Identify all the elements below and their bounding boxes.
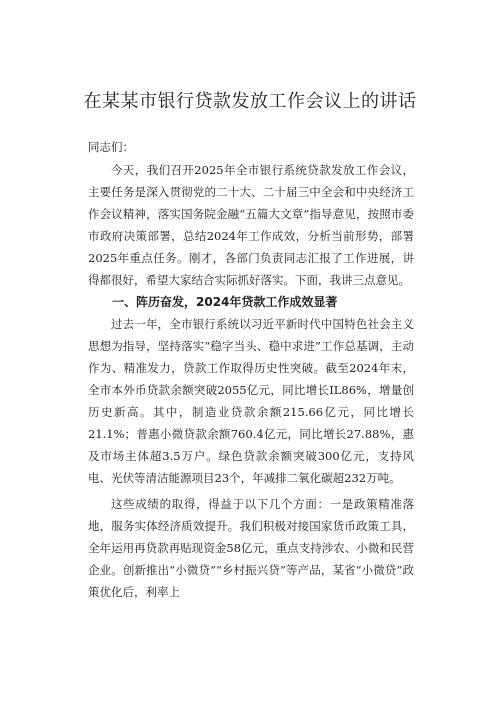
- document-title: 在某某市银行贷款发放工作会议上的讲话: [83, 91, 417, 112]
- document-body: [88, 136, 414, 603]
- intro-paragraph: 今天，我们召开2025年全市银行系统贷款发放工作会议，主要任务是深入贯彻党的二十大、二十届三中全会和中央经济工作会议精神，落实国务院金融“五篇大文章”指导意见，按照市委市政府决策部署，总结2024年工作成效，分析当前形势，部署2025年重点任务。刚才，各部门负责同志汇报了工作进展，讲得都很好，希望大家结合实际抓好落实。下面，我讲三点意见。: [88, 163, 414, 287]
- salutation: 同志们：: [88, 140, 134, 154]
- section-1-paragraph-1: 过去一年，全市银行系统以习近平新时代中国特色社会主义思想为指导，坚持落实“稳字当头、稳中求进”工作总基调，主动作为、精准发力，贷款工作取得历史性突破。截至2024年末，全市本外币贷款余额突破2055亿元，同比增长IL86%，增量创历史新高。其中，制造业贷款余额215.66亿元，同比增长21.1%；普惠小微贷款余额760.4亿元，同比增长27.88%，惠及市场主体超3.5万户。绿色贷款余额突破300亿元，支持风电、光伏等清洁能源项目23个，年减排二氧化碳超232万吨。: [88, 317, 414, 485]
- section-1-paragraph-2: 这些成绩的取得，得益于以下几个方面：一是政策精准落地，服务实体经济质效提升。我们积极对接国家货币政策工具，全年运用再贷款再贴现资金58亿元，重点支持涉农、小微和民营企业。创新推出“小微贷”“乡村振兴贷”等产品，某省“小微贷”政策优化后，利率上: [88, 497, 414, 599]
- section-heading-1: 一、阵历奋发，2024年贷款工作成效显著: [112, 295, 338, 309]
